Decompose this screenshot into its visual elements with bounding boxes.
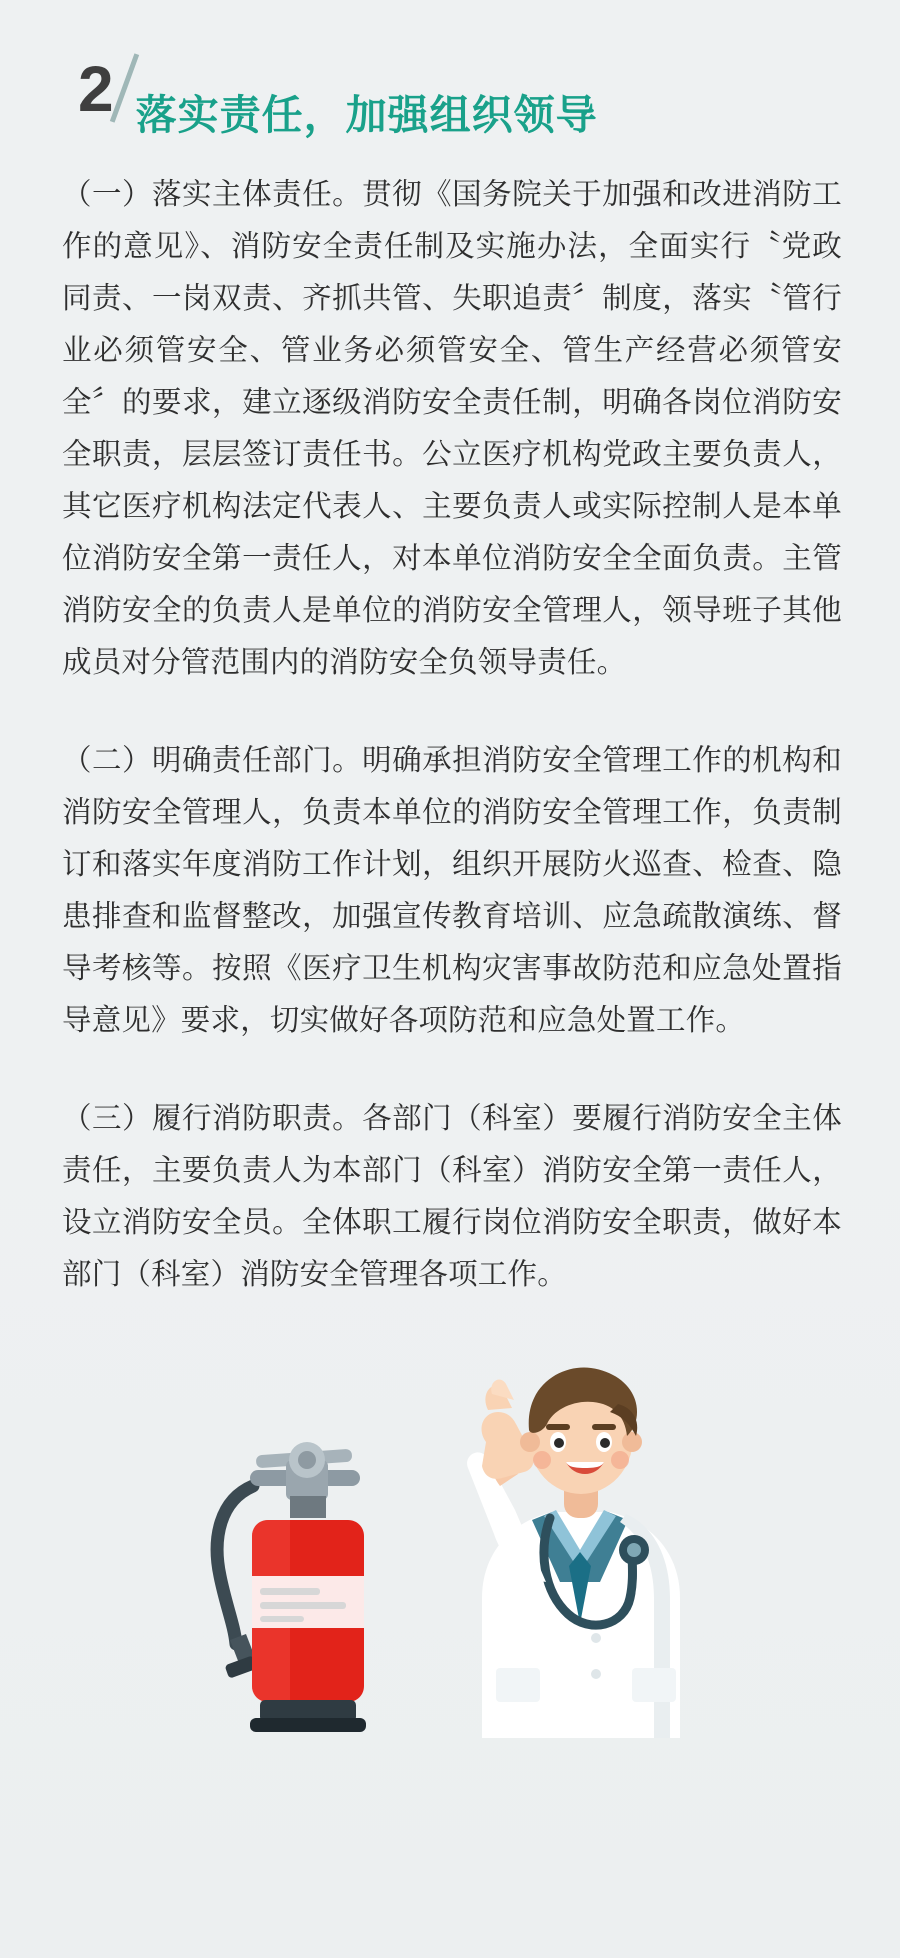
paragraph-two: （二）明确责任部门。明确承担消防安全管理工作的机构和消防安全管理人，负责本单位的消防安全管理工作，负责制订和落实年度消防工作计划，组织开展防火巡查、检查、隐患排查和监督整改，加强宣传教育培训、应急疏散演练、督导考核等。按照《医疗卫生机构灾害事故防范和应急处置指导意见》要求，切实做好各项防范和应急处置工作。 — [62, 743, 842, 1037]
illustration-area — [0, 1318, 900, 1738]
fire-extinguisher-icon — [190, 1408, 420, 1738]
paragraph-three: （三）履行消防职责。各部门（科室）要履行消防安全主体责任，主要负责人为本部门（科室）消防安全第一责任人，设立消防安全员。全体职工履行岗位消防安全职责，做好本部门（科室）消防安全管理各项工作。 — [62, 1101, 842, 1291]
section-number: 2 — [78, 53, 112, 126]
page-title: 落实责任，加强组织领导 — [135, 92, 598, 138]
paragraph-one: （一）落实主体责任。贯彻《国务院关于加强和改进消防工作的意见》、消防安全责任制及实施办法，全面实行〝党政同责、一岗双责、齐抓共管、失职追责〞制度，落实〝管行业必须管安全、管业务必须管安全、管生产经营必须管安全〞的要求，建立逐级消防安全责任制，明确各岗位消防安全职责，层层签订责任书。公立医疗机构党政主要负责人，其它医疗机构法定代表人、主要负责人或实际控制人是本单位消防安全第一责任人，对本单位消防安全全面负责。主管消防安全的负责人是单位的消防安全管理人，领导班子其他成员对分管范围内的消防安全负领导责任。 — [62, 177, 842, 679]
doctor-illustration-icon — [400, 1338, 720, 1738]
document-body — [0, 134, 900, 1300]
section-heading — [0, 0, 900, 138]
